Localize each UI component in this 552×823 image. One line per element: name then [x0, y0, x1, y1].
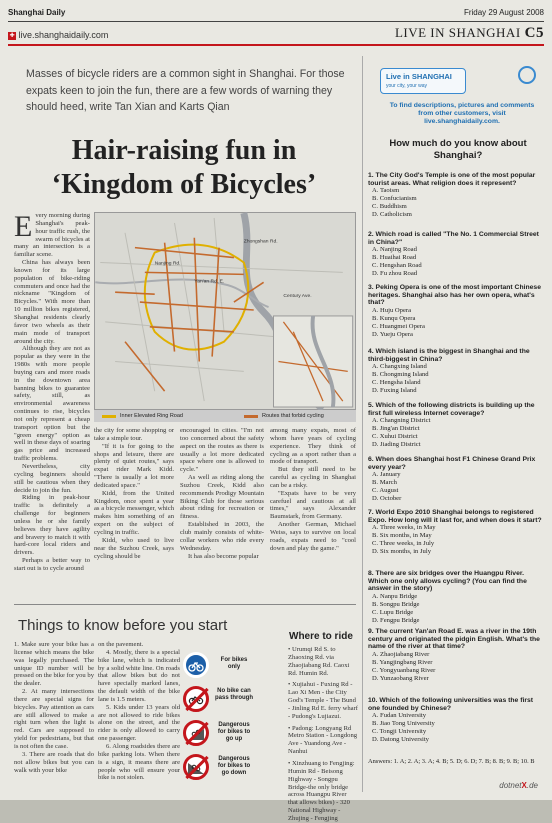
watermark — [499, 781, 538, 790]
question-text: 9. The current Yan'an Road E. was a river in the 19th century and originated the pidgin English. What's the name of the river at that time? — [368, 628, 540, 651]
tips-title: Things to know before you start — [18, 617, 228, 634]
sign-label: Dangerous for bikes to go up — [217, 722, 251, 742]
article-column-4 — [270, 427, 356, 587]
paragraph: It has also become popular — [188, 552, 259, 560]
answer-option: B. March — [372, 479, 397, 487]
paragraph: But they still need to be careful as cycling in Shanghai can be a risky. — [270, 466, 356, 489]
answer-option: D. Six months, in July — [372, 548, 431, 556]
promo-text: To find descriptions, pictures and comments from other customers, visit live.shanghaidaily.com. — [389, 102, 535, 126]
page-number: C5 — [524, 25, 544, 41]
answer-option: D. Jiading District — [372, 441, 421, 449]
quiz-question — [368, 172, 544, 219]
paragraph: the city for some shopping or take a simple tour. — [94, 427, 174, 442]
answer-option: C. Buddhism — [372, 203, 407, 211]
answer-option: B. Songpu Bridge — [372, 601, 420, 609]
answer-option: B. Huaihai Road — [372, 254, 417, 262]
forbidden-route-swatch — [244, 415, 258, 418]
question-text: 1. The City God's Temple is one of the most popular tourist areas. What religion does it represent? — [368, 172, 536, 187]
question-text: 4. Which island is the biggest in Shanghai and the third-biggest in China? — [368, 348, 530, 363]
answer-option: C. Yongyuanbang River — [372, 667, 436, 675]
quiz-question — [368, 284, 544, 339]
answer-option: D. Fuxing Island — [372, 387, 417, 395]
paragraph: Riding in peak-hour traffic is definitely a challenge for beginners unless he or she family believes they have agility and bravery to match it with hard-core local riders and drivers. — [14, 494, 90, 557]
tip: 6. Along roadsides there are bike parking lots. When there is a sign, it means there are people who will ensure your bike is not stolen. — [98, 742, 180, 782]
tip: 5. Kids under 13 years old are not allowed to ride bikes alone on the street, and the rider is only allowed to carry one passenger. — [98, 703, 180, 743]
no-bike-icon — [183, 686, 209, 712]
tip: 2. At many intersections there are special signs for bicycles. Pay attention as cars are still allowed to make a right turn when the light is red. Cars are supposed to yield for pedestrians, but that is not often the case. — [14, 688, 94, 750]
paragraph: "Expats have to be very carefuel and cautious at all times," says Alexander Baumstark, from Germany. — [270, 489, 356, 521]
headline — [14, 134, 354, 202]
article-intro: Masses of bicycle riders are a common sight in Shanghai. For those expats keen to join the fun, there are a few words of warning they should heed, write Tan Xian and Karts Qian — [26, 68, 345, 113]
paragraph: Another German, Michael Weiss, says to survive on local roads, expats need to "cool down and play the game." — [270, 521, 356, 552]
downhill-warning-icon — [183, 754, 209, 780]
paragraph: Although they are not as popular as they were in the 1980s with more people buying cars and more roads in the downtown area banning bikes to guarantee safety, still, as environmental awareness continues to rise, bicycles not only represent a cheap transport option but the "green energy" option as well in these days of soaring gas price and increased traffic problems. — [14, 345, 90, 463]
top-bar — [8, 8, 544, 20]
map-label: Yan'an Rd. E. — [194, 279, 225, 285]
paragraph: As well as riding along the Suzhou Creek, Kidd also recommends Prodigy Mountain Biking Club for those serious about riding for recreation or fitness. — [180, 474, 264, 521]
watermark-suffix: .de — [526, 781, 538, 790]
answer-option: C. August — [372, 487, 399, 495]
site-url-text: live.shanghaidaily.com — [18, 30, 109, 40]
route-item: • Padong: Longyang Rd Metro Station - Longdong Ave - Yuandong Ave - Nanhui — [288, 724, 358, 756]
watermark-mark: X — [521, 781, 527, 790]
answer-option: A. Huju Opera — [372, 307, 412, 315]
question-text: 2. Which road is called "The No. 1 Commercial Street in China?" — [368, 231, 539, 246]
promo-box[interactable] — [370, 64, 542, 128]
drop-cap: E — [14, 210, 33, 243]
logo-subtitle: your city, your way — [386, 83, 428, 89]
tips-column-1 — [14, 641, 94, 791]
answer-option: C. Hengsha Island — [372, 379, 421, 387]
paragraph: Nevertheless, city cycling beginners should still be cautious when they decide to join the fun. — [14, 463, 90, 494]
quiz-question — [368, 628, 544, 683]
where-to-ride-title: Where to ride — [289, 631, 353, 642]
paragraph: Kidd, who used to live near the Suzhou Creek, says cycling should be — [94, 536, 174, 560]
map-graphic — [95, 213, 355, 409]
site-url[interactable] — [8, 30, 108, 40]
answer-option: C. Xuhui District — [372, 433, 418, 441]
answer-option: B. Yangjingbang River — [372, 659, 433, 667]
uphill-warning-icon — [183, 720, 209, 746]
section-rule — [8, 44, 544, 46]
answer-option: C. Tongji University — [372, 728, 427, 736]
where-to-ride-list — [288, 646, 358, 822]
paragraph: China has always been known for its large population of bike-riding commuters and once had the nickname "Kingdom of Bicycles." With more than 10 million bikes registered, Shanghai residents clearly favor two wheels as their main mode of transport around the city. — [14, 259, 90, 345]
quiz-question — [368, 402, 544, 449]
answer-option: D. October — [372, 495, 402, 503]
section-header — [395, 25, 544, 42]
section-name: LIVE IN SHANGHAI — [394, 25, 521, 40]
answer-option: C. Lupu Bridge — [372, 609, 414, 617]
globe-icon — [518, 66, 536, 84]
top-rule — [8, 21, 544, 22]
map-label: Nanjing Rd. — [154, 261, 181, 267]
paragraph: encouraged in cities. "I'm not too concerned about the safety aspect on the routes as there is usually a lot more dedicated space where one is allowed to cycle." — [180, 427, 264, 474]
question-text: 5. Which of the following districts is building up the first full wireless Internet coverage? — [368, 402, 535, 417]
answer-option: B. Kunqu Opera — [372, 315, 416, 323]
route-item: • Xujiahui - Fuxing Rd - Lao Xi Men - the City God's Temple - The Bund - Jinling Rd E. ferry wharf - Pudong's Lujiazui. — [288, 681, 358, 720]
answer-option: A. Nanpu Bridge — [372, 593, 418, 601]
legend-label: Inner Elevated Ring Road — [120, 413, 183, 419]
answer-option: D. Fu zhou Road — [372, 270, 418, 278]
map-label: Century Ave. — [283, 294, 312, 300]
paragraph: Kidd, from the United Kingdom, once spent a year as a bicycle messenger, which makes him something of an expert on the subject of cycling in traffic. — [94, 489, 174, 536]
map-legend — [94, 410, 356, 422]
quiz-question — [368, 697, 544, 744]
article-column-1 — [14, 212, 90, 585]
answer-option: C. Three weeks, in July — [372, 540, 435, 548]
answer-option: A. January — [372, 471, 401, 479]
answer-option: A. Three weeks, in May — [372, 524, 436, 532]
route-item: • Xinzhuang to Fengjing: Humin Rd - Beisong Highway - Songpu Bridge-the only bridge across Huangpu River that allows bikes) - 320 National Highway - Zhujing - Fengjing — [288, 759, 355, 822]
quiz-question — [368, 509, 544, 556]
headline-line-2: ‘Kingdom of Bicycles’ — [51, 169, 317, 200]
sign-label: No bike can pass through — [214, 688, 253, 701]
answer-option: D. Catholicism — [372, 211, 412, 219]
bicycle-icon — [183, 652, 209, 678]
answer-option: B. Jiao Tong University — [372, 720, 435, 728]
answer-option: D. Datong University — [372, 736, 429, 744]
sign-label: Dangerous for bikes to go down — [217, 756, 251, 776]
article-column-3 — [180, 427, 264, 587]
issue-date: Friday 29 August 2008 — [463, 8, 544, 17]
paragraph: very morning during Shanghai's peak-hour traffic rush, the swarm of bicycles at many an intersection is a familiar scene. — [14, 212, 90, 259]
publication-name: Shanghai Daily — [8, 8, 66, 17]
answer-option: B. Confucianism — [372, 195, 417, 203]
answer-option: A. Zhaojiabang River — [372, 651, 430, 659]
logo-title: Live in SHANGHAI — [386, 72, 452, 81]
box-rule — [14, 604, 356, 605]
answer-option: A. Changning District — [372, 417, 431, 425]
answer-option: B. Six months, in May — [372, 532, 432, 540]
answer-option: D. Yueju Opera — [372, 331, 413, 339]
answer-option: A. Nanjing Road — [372, 246, 417, 254]
answer-option: A. Taoism — [372, 187, 400, 195]
paragraph: among many expats, most of whom have years of cycling experience. They think of cycling as a sport rather than a mode of transport. — [270, 427, 356, 466]
headline-line-1: Hair-raising fun in — [71, 135, 297, 166]
live-in-shanghai-logo — [380, 68, 466, 94]
question-text: 10. Which of the following universities was the first one founded by Chinese? — [368, 697, 534, 712]
tip: 3. There are roads that do not allow bikes but you can walk with your bike — [14, 750, 94, 774]
paragraph: "If it is for going to the shops and leisure, there are plenty of quiet routes," says expat rider Mark Kidd. "There is usually a lot more dedicated space." — [94, 442, 174, 489]
quiz-question — [368, 348, 544, 395]
route-item: • Urumqi Rd S. to Zhaoxing Rd. via Zhaojiabang Rd. Caoxi Rd. Humin Rd. — [288, 646, 350, 677]
paragraph: Established in 2003, the club mainly consists of white-collar workers who ride every Wednesday. — [180, 521, 264, 552]
quiz-answers: Answers: 1. A; 2. A; 3. A; 4. B; 5. D; 6. D; 7. B; 8. B; 9. B; 10. B — [368, 758, 535, 765]
question-text: 7. World Expo 2010 Shanghai belongs to registered Expo. How long will it last for, and when does it start? — [368, 509, 542, 524]
arrow-icon: ✚ — [9, 32, 15, 39]
answer-option: B. Chongming Island — [372, 371, 429, 379]
tips-column-2 — [98, 641, 180, 791]
watermark-text: dotnet — [499, 781, 522, 790]
column-divider — [362, 56, 363, 792]
cycling-map — [94, 212, 356, 410]
answer-option: B. Jing'an District — [372, 425, 420, 433]
sign-label: For bikes only — [220, 657, 248, 670]
tip: on the pavement. — [98, 641, 144, 648]
answer-option: C. Huangmei Opera — [372, 323, 425, 331]
answer-option: D. Yunzaobang River — [372, 675, 429, 683]
answer-option: D. Fengpu Bridge — [372, 617, 420, 625]
answer-option: C. Hengshan Road — [372, 262, 422, 270]
legend-label: Routes that forbid cycling — [262, 413, 324, 419]
quiz-question — [368, 456, 544, 503]
quiz-title: How much do you know about Shanghai? — [389, 138, 527, 161]
ring-road-swatch — [102, 415, 116, 418]
quiz-question — [368, 570, 544, 625]
question-text: 8. There are six bridges over the Huangpu River. Which one only allows cycling? (You can find the answer in the story) — [368, 570, 527, 593]
article-column-2 — [94, 427, 174, 587]
question-text: 3. Peking Opera is one of the most important Chinese heritages. Shanghai also has her own opera, what's that? — [368, 284, 541, 307]
tip: 1. Make sure your bike has a license which means the bike was legally purchased. The unique ID number will be pressed on the bike for you by the dealer. — [14, 641, 94, 688]
answer-option: A. Fudan University — [372, 712, 427, 720]
quiz-question — [368, 231, 544, 278]
answer-option: A. Changxing Island — [372, 363, 427, 371]
paragraph: Perhaps a better way to start out is to cycle around — [14, 557, 90, 572]
map-label: Zhongshan Rd. — [243, 239, 278, 245]
question-text: 6. When does Shanghai host F1 Chinese Grand Prix every year? — [368, 456, 536, 471]
tip: 4. Mostly, there is a special bike lane, which is indicated by a solid white line. On roads that allow bikes but do not have specially marked lanes, the default width of the bike lane is 1.5 meters. — [98, 648, 180, 703]
